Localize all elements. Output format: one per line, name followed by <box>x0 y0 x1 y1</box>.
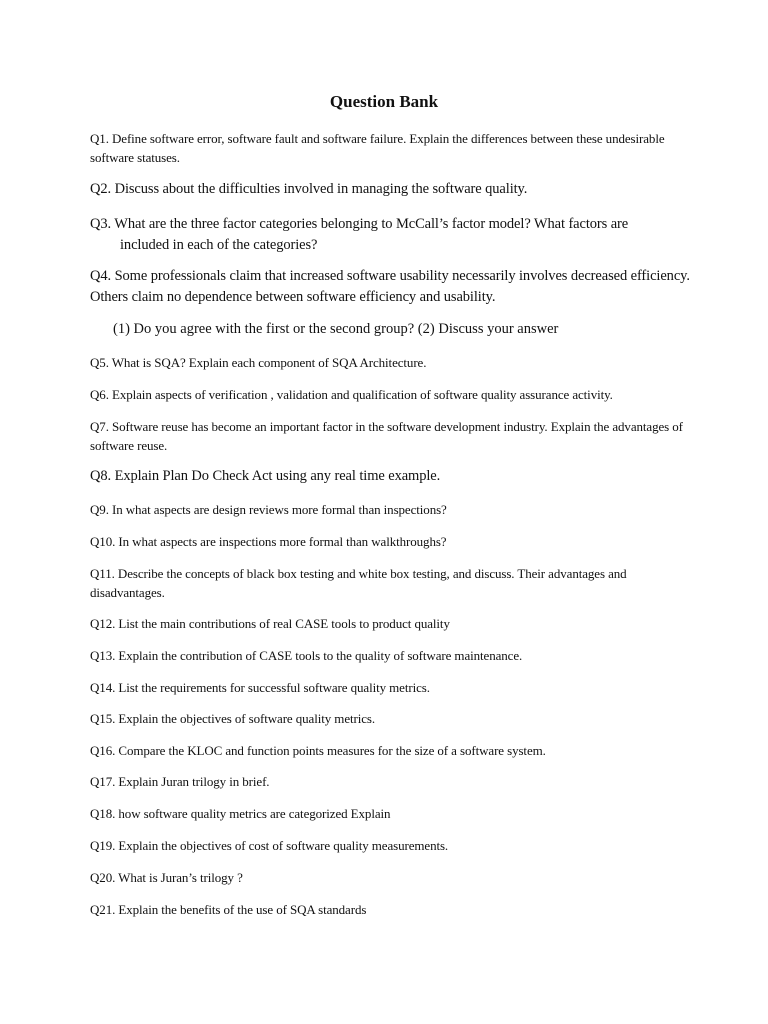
question-q12: Q12. List the main contributions of real CASE tools to product quality <box>90 616 450 631</box>
question-q20: Q20. What is Juran’s trilogy ? <box>90 870 243 885</box>
question-q7: Q7. Software reuse has become an important factor in the software development industry. Explain the advantages of software reuse. <box>90 419 683 453</box>
question-q3-line1: Q3. What are the three factor categories belonging to McCall’s factor model? What factors are <box>90 216 629 232</box>
question-q4: Q4. Some professionals claim that increased software usability necessarily involves decreased efficiency. Others claim no dependence between software efficiency and usability. <box>90 268 690 305</box>
question-q4-subpart: (1) Do you agree with the first or the second group? (2) Discuss your answer <box>113 321 559 337</box>
question-q10: Q10. In what aspects are inspections more formal than walkthroughs? <box>90 534 447 549</box>
question-q17: Q17. Explain Juran trilogy in brief. <box>90 774 270 789</box>
question-q6: Q6. Explain aspects of verification , validation and qualification of software quality assurance activity. <box>90 387 613 402</box>
page-title: Question Bank <box>329 92 439 111</box>
question-q9: Q9. In what aspects are design reviews more formal than inspections? <box>90 502 447 517</box>
question-q1: Q1. Define software error, software fault and software failure. Explain the differences between these undesirable software statuses. <box>90 131 665 165</box>
question-q11: Q11. Describe the concepts of black box testing and white box testing, and discuss. Their advantages and disadvantages. <box>90 566 627 600</box>
question-q13: Q13. Explain the contribution of CASE tools to the quality of software maintenance. <box>90 648 523 663</box>
question-q21: Q21. Explain the benefits of the use of SQA standards <box>90 902 367 917</box>
question-q18: Q18. how software quality metrics are categorized Explain <box>90 806 391 821</box>
question-q2: Q2. Discuss about the difficulties involved in managing the software quality. <box>90 181 528 197</box>
question-q16: Q16. Compare the KLOC and function points measures for the size of a software system. <box>90 743 546 758</box>
question-q19: Q19. Explain the objectives of cost of software quality measurements. <box>90 838 449 853</box>
question-q14: Q14. List the requirements for successful software quality metrics. <box>90 680 430 695</box>
question-q3 <box>90 214 690 256</box>
question-q15: Q15. Explain the objectives of software quality metrics. <box>90 711 376 726</box>
question-q8: Q8. Explain Plan Do Check Act using any real time example. <box>90 468 441 484</box>
question-q3-line2: included in each of the categories? <box>120 237 318 253</box>
question-q5: Q5. What is SQA? Explain each component of SQA Architecture. <box>90 355 427 370</box>
